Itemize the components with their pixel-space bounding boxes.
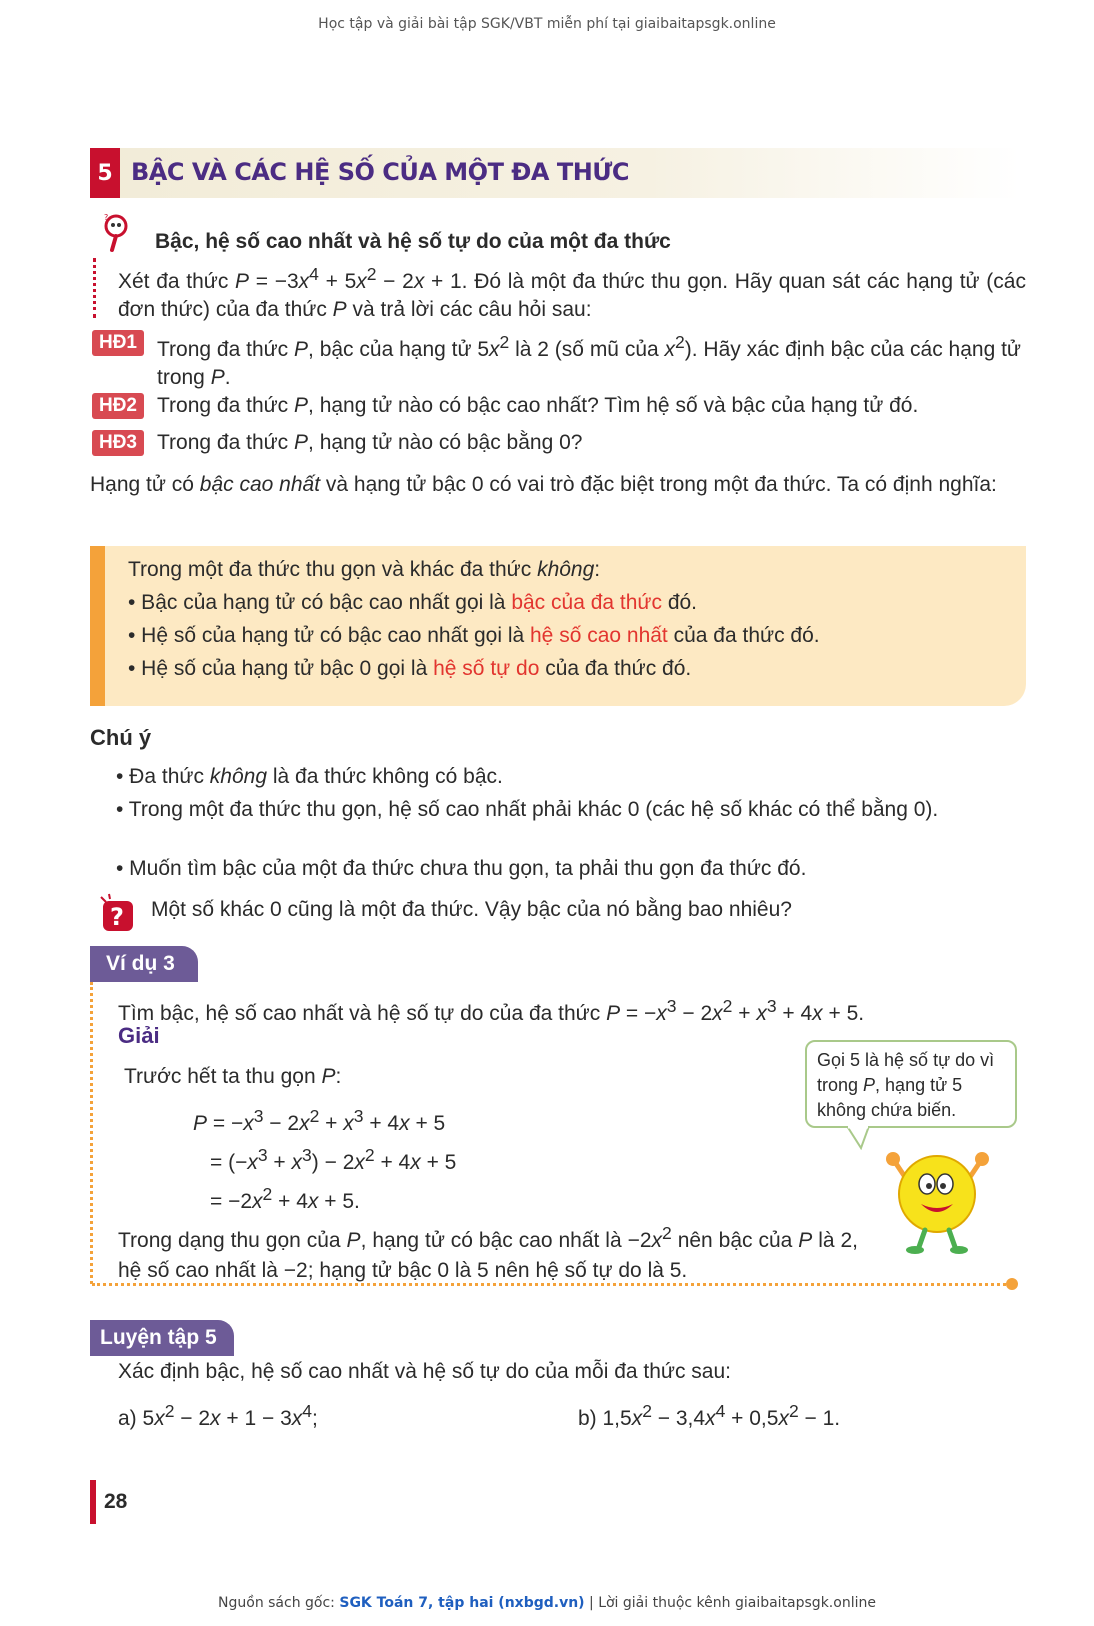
svg-text:?: ? [104, 213, 109, 222]
page-number: 28 [104, 1490, 128, 1513]
definition-intro: Trong một đa thức thu gọn và khác đa thức không: [128, 558, 601, 581]
footer-source-link[interactable]: SGK Toán 7, tập hai (nxbgd.vn) [339, 1595, 585, 1611]
solution-step: = $(-x^3 + x^3) - 2x^2 + 4x + 5$ [210, 1145, 457, 1174]
footer-note: Nguồn sách gốc: SGK Toán 7, tập hai (nxbgd.vn) | Lời giải thuộc kênh giaibaitapsgk.online [218, 1595, 876, 1611]
svg-text:?: ? [110, 903, 124, 931]
question-text: Một số khác 0 cũng là một đa thức. Vậy bậc của nó bằng bao nhiêu? [151, 898, 792, 921]
practice-item-b: b) $1,5x^2 - 3,4x^4 + 0,5x^2 - 1$. [578, 1401, 841, 1430]
definition-item: • Hệ số của hạng tử có bậc cao nhất gọi là hệ số cao nhất của đa thức đó. [128, 624, 820, 647]
practice-tab: Luyện tập 5 [90, 1320, 234, 1356]
section-dotted-rule [93, 258, 96, 318]
example-tab: Ví dụ 3 [90, 946, 198, 982]
practice-item-a: a) $5x^2 - 2x + 1 - 3x^4$; [118, 1401, 318, 1430]
question-icon [97, 893, 139, 935]
note-bullet: • Muốn tìm bậc của một đa thức chưa thu gọn, ta phải thu gọn đa thức đó. [116, 857, 807, 880]
section-number: 5 [90, 148, 120, 198]
example-problem: Tìm bậc, hệ số cao nhất và hệ số tự do của đa thức $P = -x^3 - 2x^2 + x^3 + 4x + 5$. [118, 996, 865, 1025]
activity-tag-hd1: HĐ1 [92, 330, 144, 356]
solution-step: = $-2x^2 + 4x + 5$. [210, 1184, 360, 1213]
activity-hd1-text: Trong đa thức P, bậc của hạng tử $5x^2$ là 2 (số mũ của $x^2$). Hãy xác định bậc của các hạng tử trong P. [157, 332, 1021, 389]
speech-bubble-tail [845, 1126, 875, 1150]
mascot-icon [875, 1132, 1000, 1257]
activity-hd2-text: Trong đa thức P, hạng tử nào có bậc cao nhất? Tìm hệ số và bậc của hạng tử đó. [157, 394, 919, 417]
activity-tag-hd3: HĐ3 [92, 430, 144, 456]
intro-paragraph: Xét đa thức $P = -3x^4 + 5x^2 - 2x + 1$. Đó là một đa thức thu gọn. Hãy quan sát các hạng tử (các đơn thức) của đa thức P và trả lời các câu hỏi sau: [118, 264, 1026, 321]
header-note: Học tập và giải bài tập SGK/VBT miễn phí tại giaibaitapsgk.online [318, 16, 776, 32]
example-border-left [90, 982, 93, 1284]
activity-tag-hd2: HĐ2 [92, 393, 144, 419]
speech-bubble: Gọi 5 là hệ số tự do vì trong P, hạng tử 5 không chứa biến. [805, 1040, 1017, 1128]
solution-label: Giải [118, 1023, 160, 1048]
solution-step-intro: Trước hết ta thu gọn P: [124, 1065, 342, 1088]
note-bullet: • Trong một đa thức thu gọn, hệ số cao nhất phải khác 0 (các hệ số khác có thể bằng 0). [116, 798, 939, 821]
note-bullet: • Đa thức không là đa thức không có bậc. [116, 765, 503, 788]
definition-item: • Hệ số của hạng tử bậc 0 gọi là hệ số tự do của đa thức đó. [128, 657, 692, 680]
practice-prompt: Xác định bậc, hệ số cao nhất và hệ số tự do của mỗi đa thức sau: [118, 1360, 731, 1383]
page-number-bar [90, 1480, 96, 1524]
magnifier-icon [102, 212, 134, 254]
section-title: BẬC VÀ CÁC HỆ SỐ CỦA MỘT ĐA THỨC [131, 158, 629, 186]
solution-step: $P = -x^3 - 2x^2 + x^3 + 4x + 5$ [193, 1106, 446, 1135]
example-border-dot [1006, 1278, 1018, 1290]
note-title: Chú ý [90, 725, 152, 750]
definition-item: • Bậc của hạng tử có bậc cao nhất gọi là bậc của đa thức đó. [128, 591, 698, 614]
transition-paragraph: Hạng tử có bậc cao nhất và hạng tử bậc 0 có vai trò đặc biệt trong một đa thức. Ta có định nghĩa: [90, 473, 997, 496]
activity-hd3-text: Trong đa thức P, hạng tử nào có bậc bằng 0? [157, 431, 583, 454]
definition-box-accent [90, 546, 105, 706]
subsection-title: Bậc, hệ số cao nhất và hệ số tự do của một đa thức [155, 230, 671, 253]
solution-conclusion: Trong dạng thu gọn của P, hạng tử có bậc cao nhất là $-2x^2$ nên bậc của P là 2, hệ số cao nhất là −2; hạng tử bậc 0 là 5 nên hệ số tự do là 5. [118, 1223, 858, 1282]
